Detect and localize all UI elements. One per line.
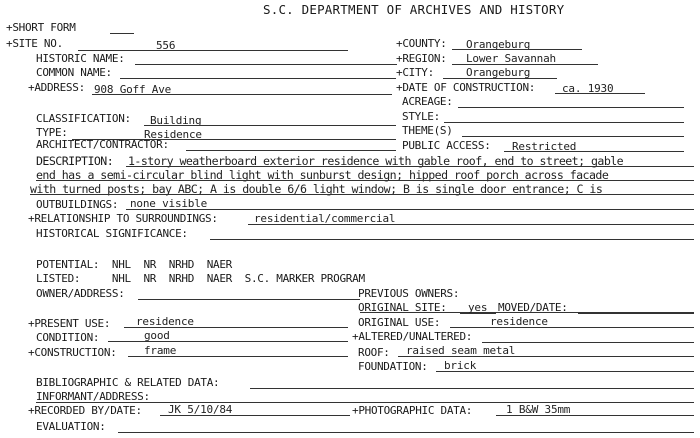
type-label: TYPE: [36, 126, 68, 139]
historic-name-line [135, 64, 397, 65]
common-name-label: COMMON NAME: [36, 66, 112, 79]
address-line [92, 94, 392, 95]
description-rule-1 [126, 166, 694, 167]
description-line-1: 1-story weatherboard exterior residence with gable roof, end to street; gable [128, 154, 624, 168]
short-form-label: +SHORT FORM [6, 21, 76, 34]
description-line-2: end has a semi-circular blind light with sunburst design; hipped roof porch across facade [36, 168, 609, 182]
recorded-by-label: +RECORDED BY/DATE: [28, 404, 142, 417]
condition-line [108, 341, 348, 342]
description-rule-2 [36, 180, 694, 181]
outbuildings-value: none visible [130, 197, 208, 210]
themes-line [462, 136, 684, 137]
public-access-line [504, 151, 684, 152]
original-site-label: ORIGINAL SITE: [358, 301, 447, 314]
original-site-value: yes [468, 301, 488, 314]
description-line-3: with turned posts; bay ABC; A is double 6/6 light window; B is single door entrance; C is [30, 182, 603, 196]
region-line [452, 64, 598, 65]
address-label: +ADDRESS: [28, 81, 85, 94]
city-value: Orangeburg [466, 66, 531, 79]
address-value: 908 Goff Ave [94, 83, 172, 96]
common-name-line [120, 78, 396, 79]
photographic-value: 1 B&W 35mm [506, 403, 571, 416]
style-line [444, 122, 684, 123]
original-use-label: ORIGINAL USE: [358, 316, 441, 329]
county-value: Orangeburg [466, 38, 531, 51]
date-of-construction-label: +DATE OF CONSTRUCTION: [396, 81, 536, 94]
construction-line [128, 356, 348, 357]
informant-label: INFORMANT/ADDRESS: [36, 390, 150, 403]
condition-value: good [144, 329, 170, 342]
date-of-construction-line [555, 93, 645, 94]
city-line [443, 78, 557, 79]
construction-value: frame [144, 344, 177, 357]
evaluation-label: EVALUATION: [36, 420, 106, 433]
original-use-line [450, 327, 694, 328]
classification-line [144, 125, 396, 126]
acreage-line [458, 107, 684, 108]
description-label: DESCRIPTION: [36, 154, 114, 168]
present-use-value: residence [136, 315, 194, 328]
listed-row: LISTED: NHL NR NRHD NAER S.C. MARKER PROGRAM [36, 272, 365, 285]
bibliographic-line [250, 388, 694, 389]
foundation-label: FOUNDATION: [358, 360, 428, 373]
photographic-line [496, 415, 694, 416]
region-value: Lower Savannah [466, 52, 556, 65]
acreage-label: ACREAGE: [402, 95, 453, 108]
bibliographic-label: BIBLIOGRAPHIC & RELATED DATA: [36, 376, 220, 389]
potential-row: POTENTIAL: NHL NR NRHD NAER [36, 258, 232, 271]
architect-line [186, 150, 396, 151]
short-form-line [110, 33, 134, 34]
recorded-by-value: JK 5/10/84 [168, 403, 233, 416]
construction-label: +CONSTRUCTION: [28, 346, 117, 359]
county-line [452, 49, 582, 50]
altered-label: +ALTERED/UNALTERED: [352, 330, 473, 343]
present-use-line [124, 327, 348, 328]
present-use-label: +PRESENT USE: [28, 317, 111, 330]
relationship-label: +RELATIONSHIP TO SURROUNDINGS: [28, 212, 218, 225]
style-label: STYLE: [402, 110, 440, 123]
recorded-by-line [160, 415, 350, 416]
condition-label: CONDITION: [36, 331, 100, 344]
public-access-value: Restricted [512, 140, 577, 153]
foundation-value: brick [444, 359, 477, 372]
owner-address-label: OWNER/ADDRESS: [36, 287, 125, 300]
site-no-line [78, 50, 348, 51]
site-no-label: +SITE NO. [6, 37, 63, 50]
roof-value: raised seam metal [406, 344, 516, 357]
themes-label: THEME(S) [402, 124, 453, 137]
outbuildings-line [126, 209, 694, 210]
foundation-line [436, 371, 694, 372]
form-title: S.C. DEPARTMENT OF ARCHIVES AND HISTORY [263, 2, 565, 17]
outbuildings-label: OUTBUILDINGS: [36, 198, 119, 211]
city-label: +CITY: [396, 66, 434, 79]
county-label: +COUNTY: [396, 37, 447, 50]
original-site-line [460, 313, 496, 314]
description-rule-3 [30, 194, 694, 195]
altered-line [482, 342, 694, 343]
site-no-value: 556 [156, 39, 176, 52]
roof-line [398, 356, 694, 357]
previous-owners-label: PREVIOUS OWNERS: [358, 287, 460, 300]
date-of-construction-value: ca. 1930 [562, 82, 614, 95]
moved-date-line [578, 313, 694, 314]
owner-address-line [138, 299, 360, 300]
moved-date-label: MOVED/DATE: [498, 301, 568, 314]
photographic-label: +PHOTOGRAPHIC DATA: [352, 404, 473, 417]
historical-significance-label: HISTORICAL SIGNIFICANCE: [36, 227, 188, 240]
architect-label: ARCHITECT/CONTRACTOR: [36, 138, 169, 151]
relationship-value: residential/commercial [254, 212, 396, 225]
original-use-value: residence [490, 315, 548, 328]
relationship-line [248, 224, 694, 225]
historical-significance-line [210, 239, 694, 240]
evaluation-line [118, 432, 694, 433]
informant-line [36, 402, 694, 403]
classification-label: CLASSIFICATION: [36, 112, 131, 125]
classification-value: Building [150, 114, 202, 127]
historic-name-label: HISTORIC NAME: [36, 52, 125, 65]
public-access-label: PUBLIC ACCESS: [402, 139, 491, 152]
roof-label: ROOF: [358, 346, 390, 359]
type-value: Residence [144, 128, 202, 141]
region-label: +REGION: [396, 52, 447, 65]
